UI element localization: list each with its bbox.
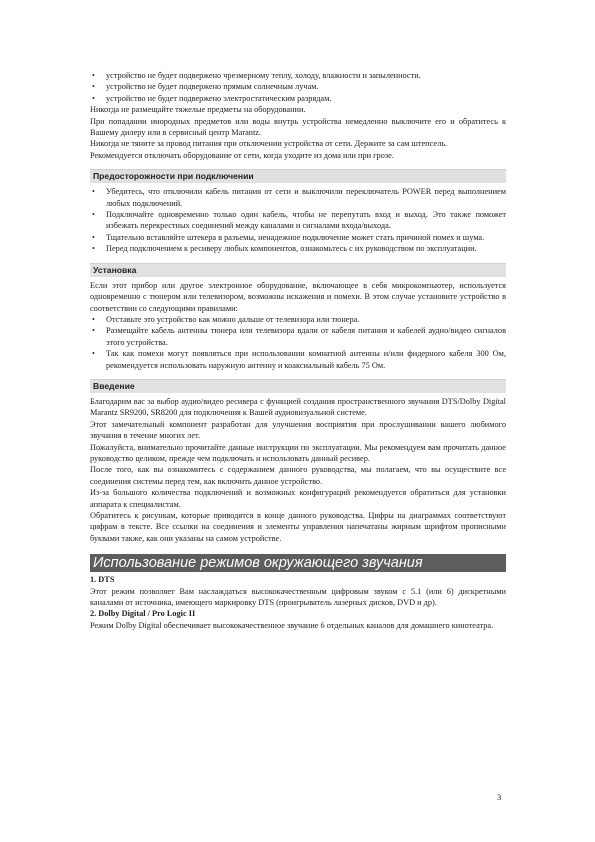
section-heading-connection: Предосторожности при подключении xyxy=(90,169,506,183)
paragraph: Режим Dolby Digital обеспечивает высококачественное звучание 6 отдельных каналов для домашнего кинотеатра. xyxy=(90,620,494,630)
paragraph: Никогда не тяните за провод питания при отключении устройства от сети. Держите за сам штепсель. xyxy=(90,139,448,149)
installation-bullet-list xyxy=(90,314,506,371)
paragraph: Пожалуйста, внимательно прочитайте данные инструкции по эксплуатации. Мы рекомендуем вам прочитать данное руководство целиком, прежде чем подключать и использовать данный ресивер. xyxy=(90,442,506,463)
list-item: • Перед подключением к ресиверу любых компонентов, ознакомьтесь с их руководством по эксплуатации. xyxy=(90,243,506,254)
list-item: • Убедитесь, что отключили кабель питания от сети и выключили переключатель POWER перед выполнением любых подключений. xyxy=(90,186,506,209)
paragraph: Из-за большого количества подключений и возможных конфигураций рекомендуется обратиться для установки аппарата к специалистам. xyxy=(90,488,506,509)
page-number: 3 xyxy=(497,792,502,802)
paragraph: Обратитесь к рисункам, которые приводятся в конце данного руководства. Цифры на диаграммах соответствуют цифрам в тексте. Все ссылки на соединения и элементы управления напечатаны жирным шрифтом прописными буквами также, как они указаны на самом устройстве. xyxy=(90,511,506,543)
section-heading-installation: Установка xyxy=(90,263,506,277)
paragraph: После того, как вы ознакомитесь с содержанием данного руководства, мы полагаем, что вы осуществите все соединения системы перед тем, как включить данное устройство. xyxy=(90,465,506,486)
paragraph: Никогда не размещайте тяжелые предметы на оборудовании. xyxy=(90,105,306,115)
section-heading-introduction: Введение xyxy=(90,379,506,393)
list-item: • устройство не будет подвержено чрезмерному теплу, холоду, влажности и запыленности. xyxy=(90,70,506,81)
paragraph: Благодарим вас за выбор аудио/видео ресивера с функцией создания пространственного звучания DTS/Dolby Digital Marantz SR9200, SR8200 для подключения к Вашей аудиовизуальной системе. xyxy=(90,396,506,418)
list-item: • устройство не будет подвержено прямым солнечным лучам. xyxy=(90,81,506,92)
list-item: • устройство не будет подвержено электростатическим разрядам. xyxy=(90,93,506,104)
chapter-heading-surround: Использование режимов окружающего звучания xyxy=(90,554,506,572)
list-item: • Отставьте это устройство как можно дальше от телевизора или тюнера. xyxy=(90,314,506,325)
subheading-dolby: 2. Dolby Digital / Pro Logic II xyxy=(90,609,196,619)
paragraph: Этот режим позволяет Вам наслаждаться высококачественным цифровым звуком с 5.1 (или 6) дискретными каналами от источника, имеющего маркировку DTS (проигрыватель лазерных дисков, DVD и др). xyxy=(90,586,506,608)
subheading-dts: 1. DTS xyxy=(90,575,115,585)
list-item: • Размещайте кабель антенны тюнера или телевизора вдали от кабеля питания и кабелей аудио/видео сигналов этого устройства. xyxy=(90,325,506,348)
paragraph: Рекомендуется отключать оборудование от сети, когда уходите из дома или при грозе. xyxy=(90,150,394,160)
list-item: • Тщательно вставляйте штекера в разъемы, ненадежное подключение может стать причиной помех и шума. xyxy=(90,232,506,243)
list-item: • Так как помехи могут появляться при использовании комнатной антенны и/или фидерного кабеля 300 Ом, рекомендуется использовать наружную антенну и коаксиальный кабель 75 Ом. xyxy=(90,348,506,371)
list-item: • Подключайте одновременно только один кабель, чтобы не перепутать вход и выход. Это также поможет избежать перекрестных соединений между каналами и сигналами входа/выхода. xyxy=(90,209,506,232)
paragraph: Этот замечательный компонент разработан для улучшения восприятия при прослушивании вашего любимого звучания в течение многих лет. xyxy=(90,419,506,441)
connection-bullet-list xyxy=(90,186,506,254)
paragraph: Если этот прибор или другое электронное оборудование, включающее в себя микрокомпьютер, используется одновременно с тюнером или телевизором, возможны искажения и помехи. В этом случае установите устройство в соответствии со следующими правилами: xyxy=(90,280,506,313)
document-page xyxy=(90,70,506,631)
intro-bullet-list xyxy=(90,70,506,104)
paragraph: При попадании инородных предметов или воды внутрь устройства немедленно выключите его и обратитесь к Вашему дилеру или в сервисный центр Marantz. xyxy=(90,116,506,138)
